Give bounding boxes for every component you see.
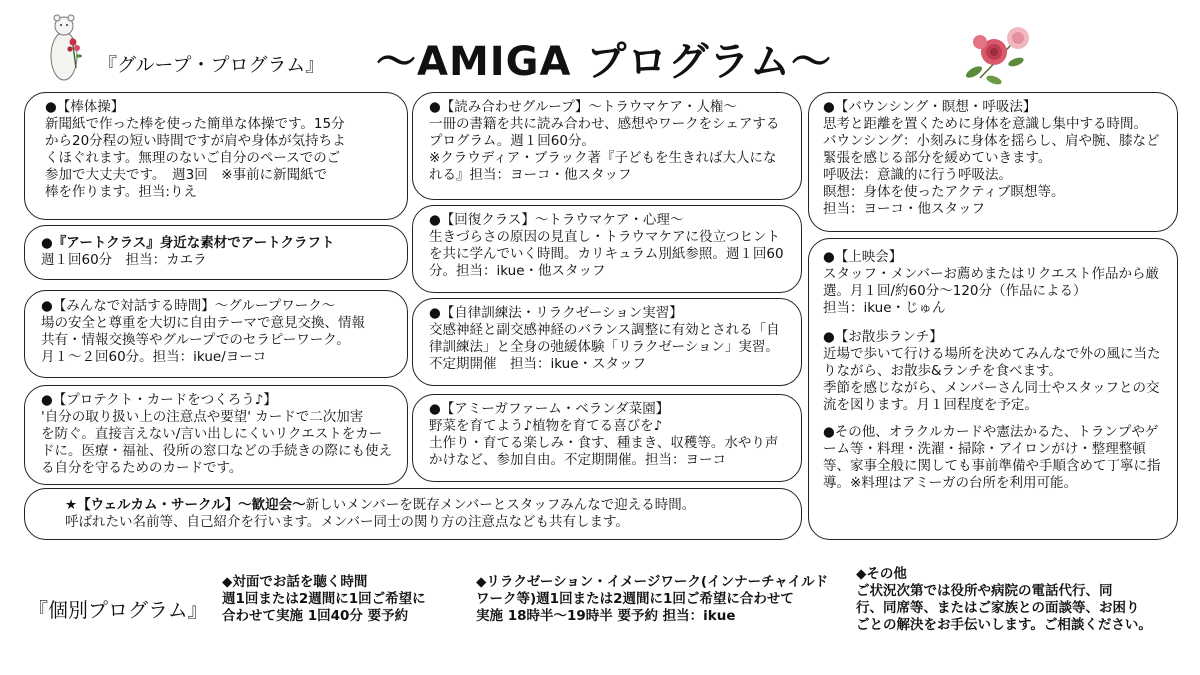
- program-title: ●【棒体操】: [45, 99, 125, 115]
- program-body-sonota: ●その他、オラクルカードや憲法かるた、トランプやゲーム等・料理・洗濯・掃除・アイロンがけ・整理整頓等、家事全般に関しても事前準備や手順含めて丁寧に指導。※料理はアミーガの台所を利用可能。: [823, 424, 1161, 491]
- program-card-jiritsu: [412, 298, 802, 386]
- welcome-title-rest: 新しいメンバーを既存メンバーとスタッフみんなで迎える時間。: [305, 497, 696, 513]
- program-title: ●【自律訓練法・リラクゼーション実習】: [429, 305, 683, 321]
- bear-illustration: [42, 8, 88, 86]
- program-title: [65, 497, 789, 514]
- program-card-yomiawase: [412, 92, 802, 200]
- individual-program-heading: 『個別プログラム』: [28, 598, 208, 622]
- program-body-joeikai: スタッフ・メンバーお薦めまたはリクエスト作品から厳選。月１回/約60分～120分（作品による） 担当：ikue・じゅん: [823, 266, 1160, 316]
- individual-item-relaxation: ◆リラクゼーション・イメージワーク(インナーチャイルド ワーク等)週1回または2週間に1回ご希望に合わせて 実施 18時半～19時半 要予約 担当：ikue: [476, 574, 829, 624]
- program-body-sanpo: 近場で歩いて行ける場所を決めてみんなで外の風に当たりながら、お散歩&ランチを食べます。 季節を感じながら、メンバーさん同士やスタッフとの交流を図ります。月１回程度を予定。: [823, 346, 1161, 413]
- program-title: ●【回復クラス】～トラウマケア・心理～: [429, 212, 684, 228]
- group-program-heading: 『グループ・プログラム』: [98, 54, 325, 76]
- program-title-sanpo: ●【お散歩ランチ】: [823, 329, 943, 345]
- program-card-art: [24, 225, 408, 280]
- program-body: 思考と距離を置くために身体を意識し集中する時間。 バウンシング：小刻みに身体を揺らし、肩や腕、膝など緊張を感じる部分を緩めていきます。 呼吸法：意識的に行う呼吸法。 瞑想：身体を使ったアクティブ瞑想等。 担当：ヨーコ・他スタッフ: [823, 116, 1160, 217]
- program-title: ●『アートクラス』身近な素材でアートクラフト: [41, 235, 335, 251]
- program-title: ●【みんなで対話する時間】～グループワーク～: [41, 298, 336, 314]
- program-card-boutaisou: [24, 92, 408, 220]
- page-title: ～AMIGA プログラム～: [376, 39, 832, 85]
- program-body: '自分の取り扱い上の注意点や要望' カードで二次加害 を防ぐ。直接言えない/言い出しにくいリクエストをカードに。医療・福祉、役所の窓口などの手続きの際にも使える自分を守るためのカードです。: [41, 409, 392, 476]
- program-title: ●【読み合わせグループ】～トラウマケア・人権～: [429, 99, 737, 115]
- program-body: 呼ばれたい名前等、自己紹介を行います。メンバー同士の関り方の注意点なども共有します。: [65, 514, 629, 530]
- program-card-farm: [412, 394, 802, 482]
- program-body: 交感神経と副交感神経のバランス調整に有効とされる「自律訓練法」と全身の弛緩体験「リラクゼーション」実習。不定期開催 担当：ikue・スタッフ: [429, 322, 780, 372]
- program-card-protect: [24, 385, 408, 485]
- program-body: 一冊の書籍を共に読み合わせ、感想やワークをシェアするプログラム。週１回60分。 ※クラウディア・ブラック著『子どもを生きれば大人になれる』担当：ヨーコ・他スタッフ: [429, 116, 780, 183]
- program-card-events: [808, 238, 1178, 540]
- program-card-bouncing: [808, 92, 1178, 232]
- program-body: 生きづらさの原因の見直し・トラウマケアに役立つヒントを共に学んでいく時間。カリキュラム別紙参照。週１回60分。担当：ikue・他スタッフ: [429, 229, 784, 279]
- individual-item-other: ◆その他 ご状況次第では役所や病院の電話代行、同 行、同席等、またはご家族との面談等、お困り ごとの解決をお手伝いします。ご相談ください。: [856, 566, 1152, 633]
- individual-item-counseling: ◆対面でお話を聴く時間 週1回または2週間に1回ご希望に 合わせて実施 1回40分 要予約: [222, 574, 426, 624]
- program-title-joeikai: ●【上映会】: [823, 249, 903, 265]
- program-body: 場の安全と尊重を大切に自由テーマで意見交換、情報 共有・情報交換等やグループでのセラピーワーク。 月１～２回60分。担当：ikue/ヨーコ: [41, 315, 365, 365]
- program-body: 週１回60分 担当：カエラ: [41, 252, 207, 268]
- program-card-kaifuku: [412, 205, 802, 293]
- program-card-taiwa: [24, 290, 408, 378]
- program-card-welcome: [24, 488, 802, 540]
- welcome-title: ★【ウェルカム・サークル】～歓迎会～: [65, 497, 306, 513]
- program-body: 野菜を育てよう♪植物を育てる喜びを♪ 土作り・育てる楽しみ・食す、種まき、収穫等。水やり声かけなど、参加自由。不定期開催。担当：ヨーコ: [429, 418, 779, 468]
- rose-illustration: [960, 18, 1040, 90]
- program-title: ●【アミーガファーム・ベランダ菜園】: [429, 401, 670, 417]
- program-title: ●【バウンシング・瞑想・呼吸法】: [823, 99, 1037, 115]
- program-title: ●【プロテクト・カードをつくろう♪】: [41, 392, 277, 408]
- program-body: 新聞紙で作った棒を使った簡単な体操です。15分 から20分程の短い時間ですが肩や身体が気持ちよ くほぐれます。無理のないご自分のペースでのご 参加で大丈夫です。 週3回 ※事前に新聞紙で 棒を作ります。担当:りえ: [45, 116, 346, 200]
